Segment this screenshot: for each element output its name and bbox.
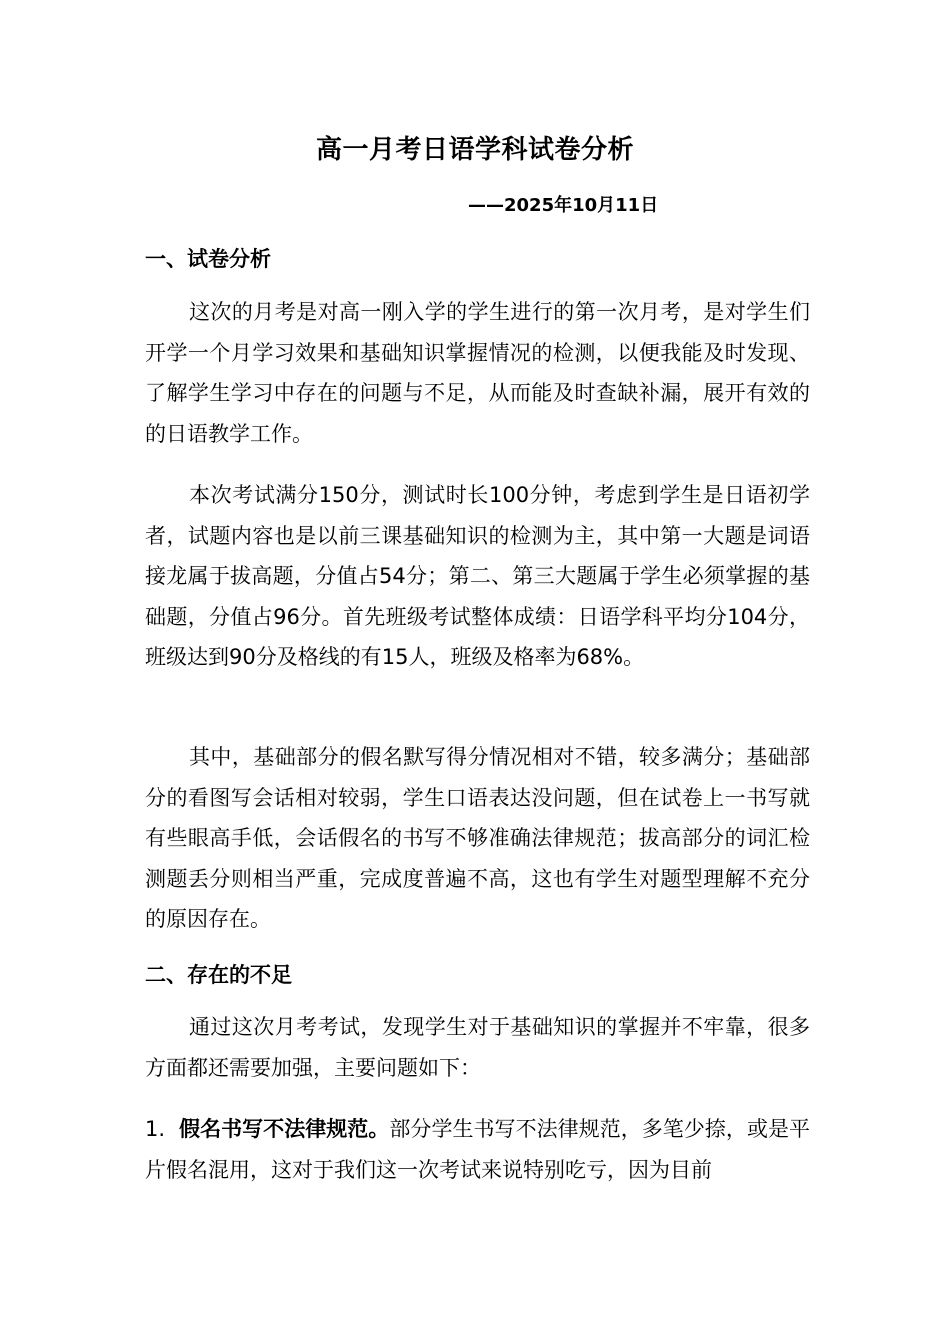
document-title: 高一月考日语学科试卷分析 [315, 135, 634, 165]
document-date: ——2025年10月11日 [468, 195, 659, 216]
section-heading-analysis: 一、试卷分析 [145, 247, 271, 271]
list-item [145, 1109, 810, 1190]
paragraph: 其中，基础部分的假名默写得分情况相对不错，较多满分；基础部分的看图写会话相对较弱，学生口语表达没问题，但在试卷上一书写就有些眼高手低，会话假名的书写不够准确法律规范；拔高部分的词汇检测题丢分则相当严重，完成度普遍不高，这也有学生对题型理解不充分的原因存在。 [145, 745, 810, 931]
list-item-bold-lead: 假名书写不法律规范。 [179, 1117, 390, 1141]
paragraph: 本次考试满分150分，测试时长100分钟，考虑到学生是日语初学者，试题内容也是以前三课基础知识的检测为主，其中第一大题是词语接龙属于拔高题，分值占54分；第二、第三大题属于学生必须掌握的基础题，分值占96分。首先班级考试整体成绩：日语学科平均分104分，班级达到90分及格线的有15人，班级及格率为68%。 [145, 483, 810, 669]
section-heading-shortcomings: 二、存在的不足 [145, 963, 292, 987]
list-item-number: 1. [145, 1117, 166, 1141]
list-item-text: 部分学生书写不法律规范，多笔少捺，或是平片假名混用，这对于我们这一次考试来说特别吃亏，因为目前 [145, 1117, 811, 1182]
paragraph: 通过这次月考考试，发现学生对于基础知识的掌握并不牢靠，很多方面都还需要加强，主要问题如下： [145, 1015, 810, 1080]
paragraph: 这次的月考是对高一刚入学的学生进行的第一次月考，是对学生们开学一个月学习效果和基础知识掌握情况的检测，以便我能及时发现、了解学生学习中存在的问题与不足，从而能及时查缺补漏，展开有效的的日语教学工作。 [145, 300, 810, 446]
